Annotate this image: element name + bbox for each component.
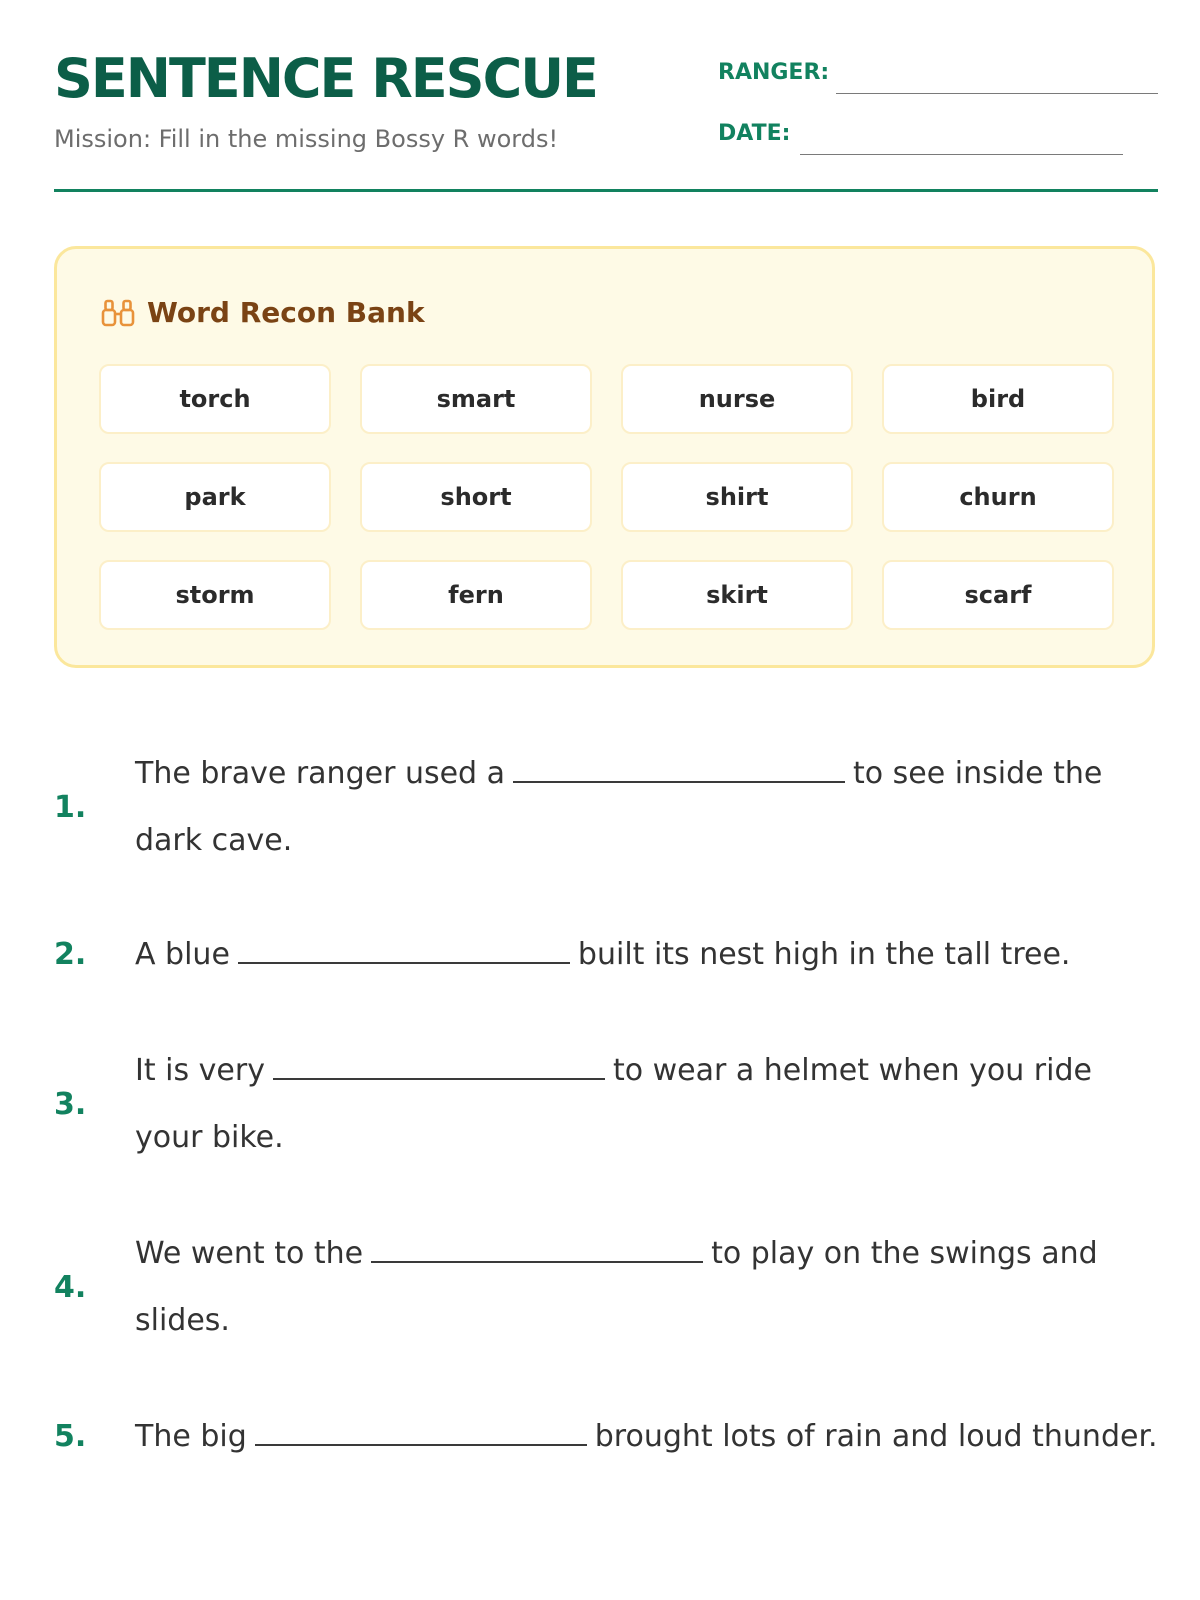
sentence-before: The brave ranger used a — [135, 756, 506, 791]
word-chip: fern — [360, 560, 592, 630]
word-bank-grid — [99, 364, 1114, 630]
sentence-after: brought lots of rain and loud thunder. — [594, 1419, 1158, 1454]
header-divider — [54, 189, 1158, 192]
sentence-item — [54, 1037, 1158, 1171]
sentence-text — [135, 1403, 1158, 1470]
word-chip: nurse — [621, 364, 853, 434]
word-bank-title: Word Recon Bank — [147, 296, 425, 329]
word-chip: smart — [360, 364, 592, 434]
sentence-list — [54, 740, 1158, 1470]
word-chip: storm — [99, 560, 331, 630]
word-chip: shirt — [621, 462, 853, 532]
answer-blank[interactable] — [513, 757, 845, 783]
sentence-before: The big — [135, 1419, 247, 1454]
word-chip: churn — [882, 462, 1114, 532]
sentence-before: A blue — [135, 937, 230, 972]
word-bank-header — [101, 296, 425, 329]
sentence-number: 3. — [54, 1086, 87, 1122]
word-chip: bird — [882, 364, 1114, 434]
ranger-name-field[interactable] — [836, 93, 1158, 94]
sentence-before: It is very — [135, 1053, 265, 1088]
sentence-number: 1. — [54, 789, 87, 825]
sentence-after: to play on the swings and slides. — [135, 1236, 1098, 1338]
answer-blank[interactable] — [238, 938, 570, 964]
binoculars-icon — [101, 298, 135, 328]
sentence-after: to see inside the dark cave. — [135, 756, 1103, 858]
sentence-item — [54, 1403, 1158, 1470]
ranger-label: RANGER: — [718, 60, 830, 85]
sentence-item — [54, 740, 1158, 874]
sentence-before: We went to the — [135, 1236, 364, 1271]
page-subtitle: Mission: Fill in the missing Bossy R words! — [54, 125, 559, 153]
word-chip: park — [99, 462, 331, 532]
date-field[interactable] — [800, 154, 1123, 155]
date-label: DATE: — [718, 121, 791, 146]
word-bank — [54, 246, 1155, 668]
sentence-text — [135, 921, 1158, 988]
word-chip: scarf — [882, 560, 1114, 630]
sentence-number: 4. — [54, 1269, 87, 1305]
sentence-item — [54, 921, 1158, 988]
answer-blank[interactable] — [371, 1237, 703, 1263]
sentence-item — [54, 1220, 1158, 1354]
page-title: SENTENCE RESCUE — [54, 47, 597, 110]
word-chip: torch — [99, 364, 331, 434]
sentence-text — [135, 1220, 1158, 1354]
answer-blank[interactable] — [273, 1054, 605, 1080]
sentence-after: built its nest high in the tall tree. — [577, 937, 1071, 972]
sentence-number: 2. — [54, 937, 87, 972]
sentence-after: to wear a helmet when you ride your bike. — [135, 1053, 1092, 1155]
sentence-text — [135, 740, 1158, 874]
sentence-number: 5. — [54, 1419, 87, 1454]
word-chip: short — [360, 462, 592, 532]
word-chip: skirt — [621, 560, 853, 630]
sentence-text — [135, 1037, 1158, 1171]
answer-blank[interactable] — [255, 1420, 587, 1446]
